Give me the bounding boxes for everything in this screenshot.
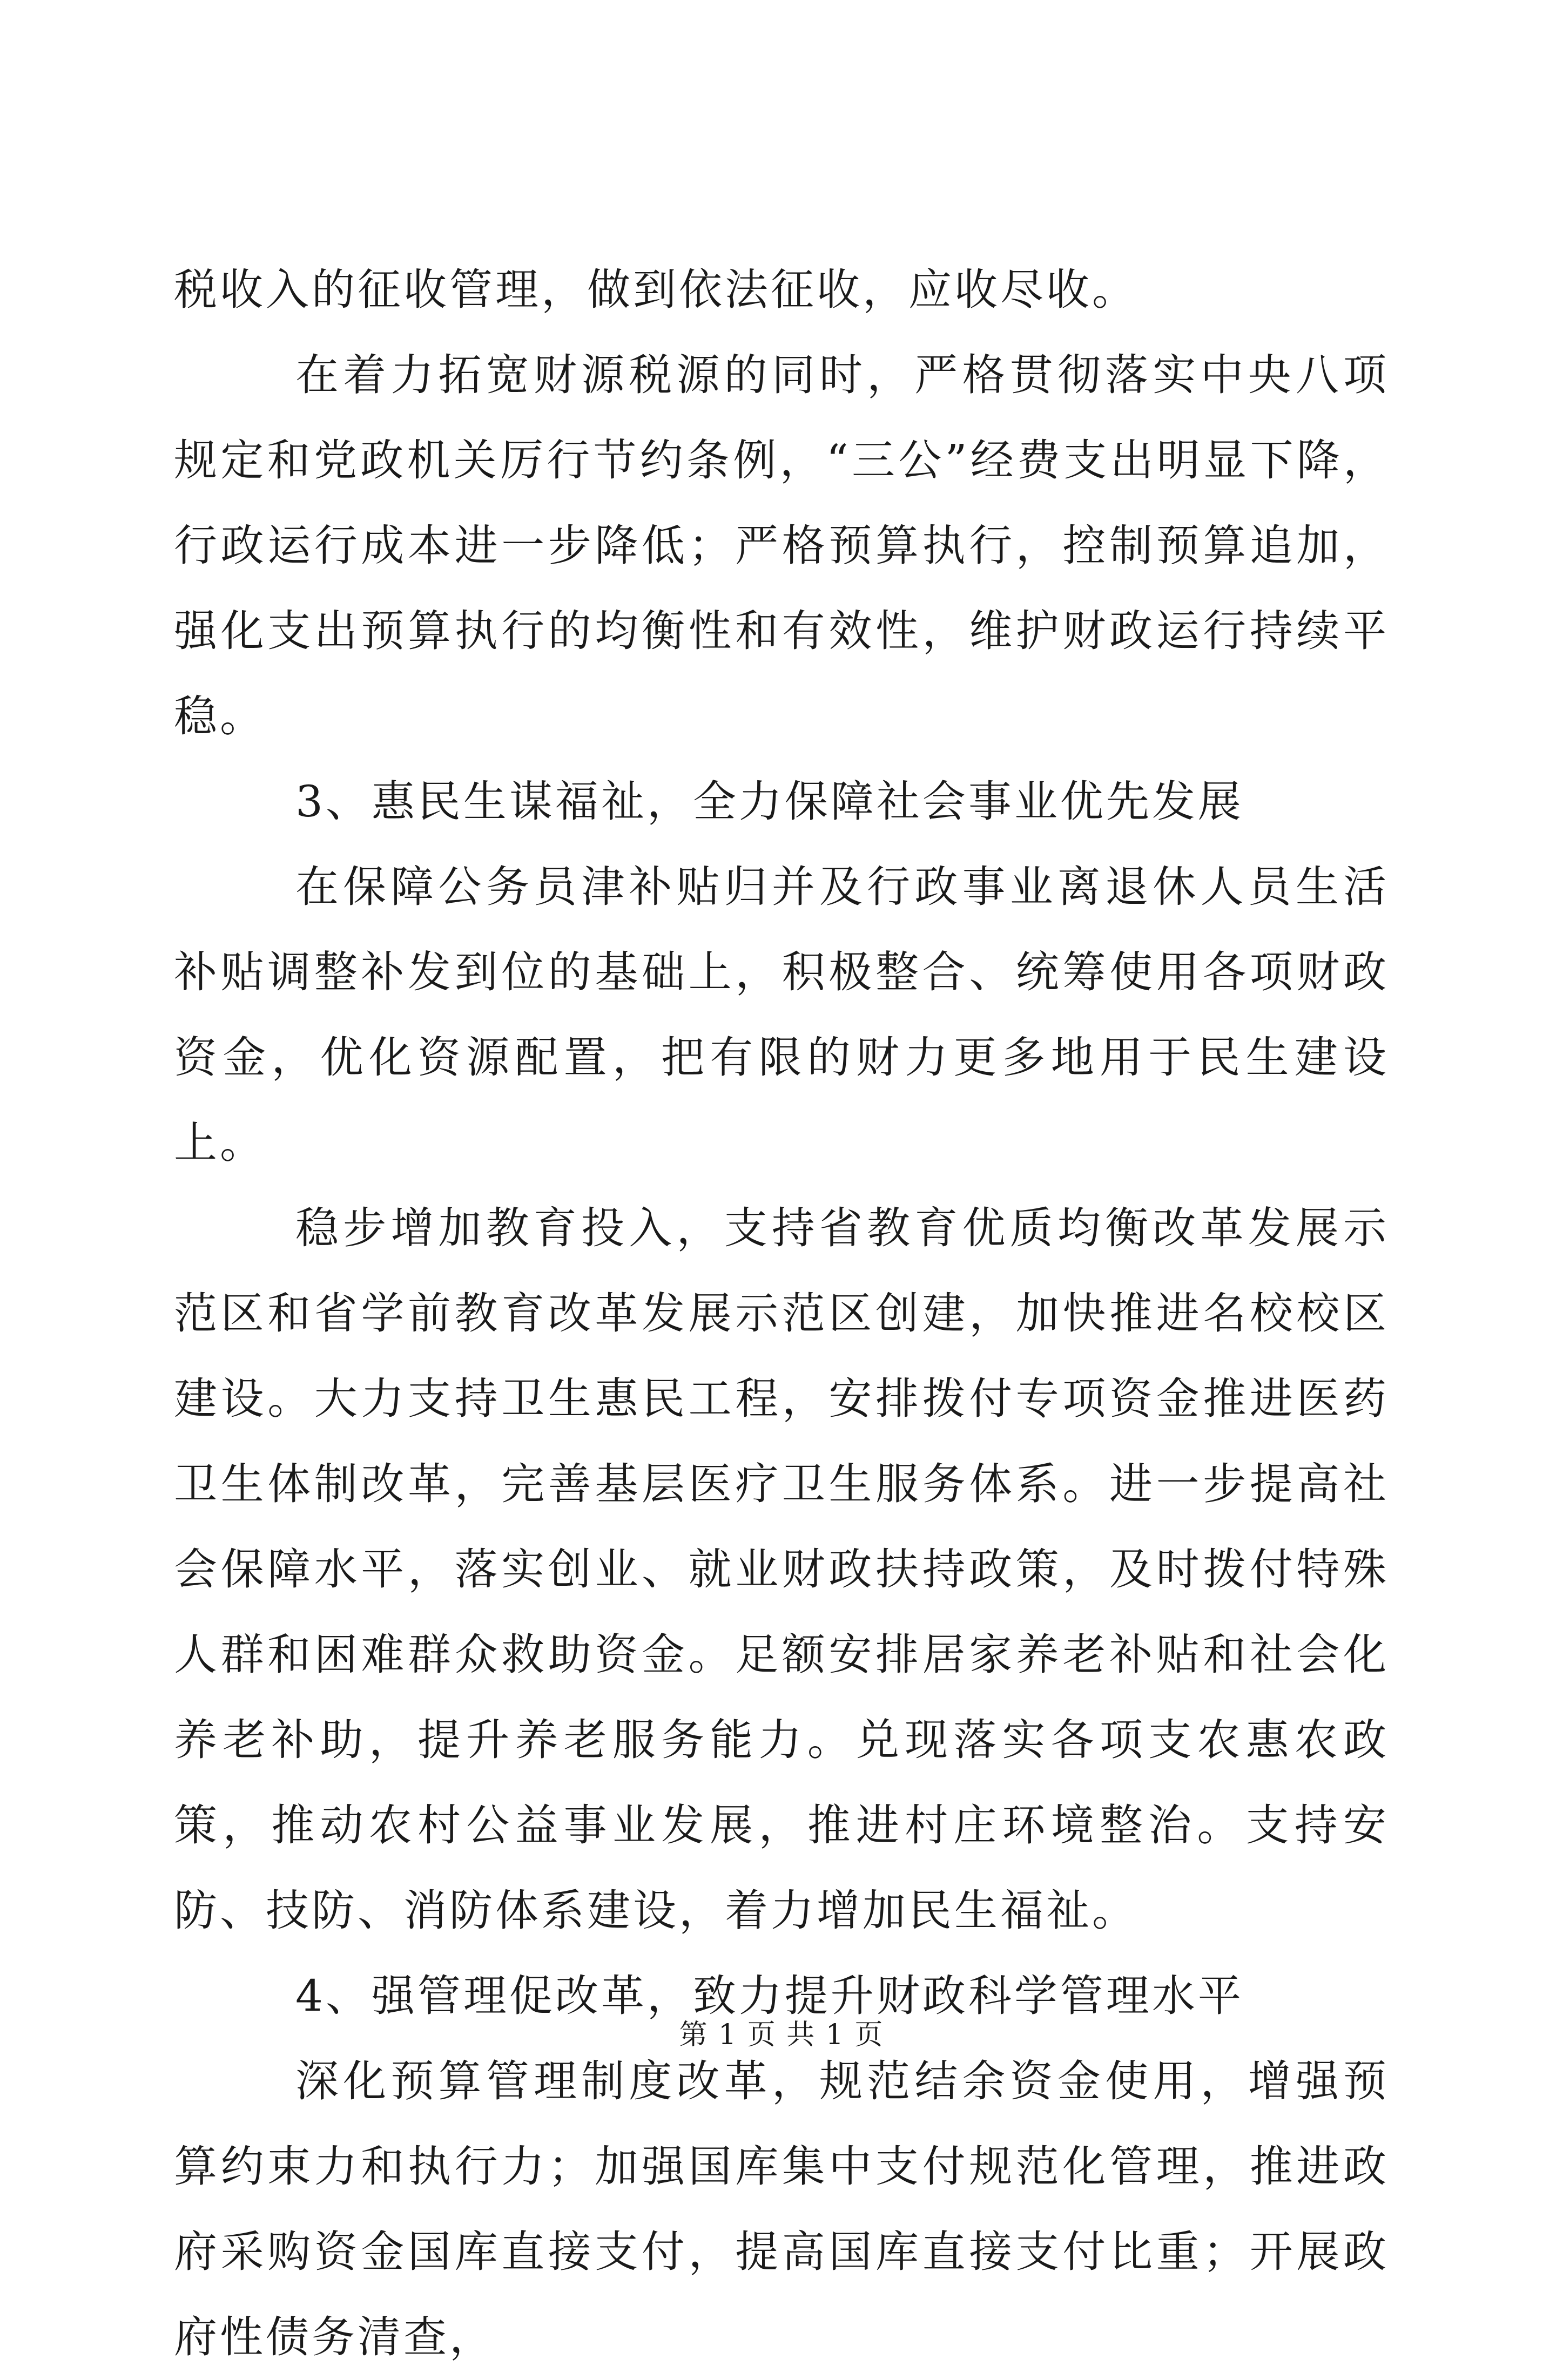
section-heading-3: 3、惠民生谋福祉，全力保障社会事业优先发展 (295, 776, 1244, 827)
section-heading-4: 4、强管理促改革，致力提升财政科学管理水平 (295, 1971, 1244, 2021)
document-body (174, 247, 1389, 2380)
paragraph-social-programs: 稳步增加教育投入，支持省教育优质均衡改革发展示范区和省学前教育改革发展示范区创建，加快推进名校校区建设。大力支持卫生惠民工程，安排拨付专项资金推进医药卫生体制改革，完善基层医疗卫生服务体系。进一步提高社会保障水平，落实创业、就业财政扶持政策，及时拨付特殊人群和困难群众救助资金。足额安排居家养老补贴和社会化养老补助，提升养老服务能力。兑现落实各项支农惠农政策，推动农村公益事业发展，推进村庄环境整治。支持安防、技防、消防体系建设，着力增加民生福祉。 (174, 1203, 1389, 1936)
paragraph-continuation: 税收入的征收管理，做到依法征收，应收尽收。 (174, 265, 1138, 315)
paragraph-budget-reform: 深化预算管理制度改革，规范结余资金使用，增强预算约束力和执行力；加强国库集中支付规范化管理，推进政府采购资金国库直接支付，提高国库直接支付比重；开展政府性债务清查， (174, 2056, 1389, 2362)
paragraph-austerity: 在着力拓宽财源税源的同时，严格贯彻落实中央八项规定和党政机关厉行节约条例，“三公”经费支出明显下降，行政运行成本进一步降低；严格预算执行，控制预算追加，强化支出预算执行的均衡性和有效性，维护财政运行持续平稳。 (174, 350, 1389, 741)
paragraph-resource-allocation: 在保障公务员津补贴归并及行政事业离退休人员生活补贴调整补发到位的基础上，积极整合、统筹使用各项财政资金，优化资源配置，把有限的财力更多地用于民生建设上。 (174, 862, 1389, 1168)
page-footer: 第 1 页 共 1 页 (679, 2019, 884, 2051)
